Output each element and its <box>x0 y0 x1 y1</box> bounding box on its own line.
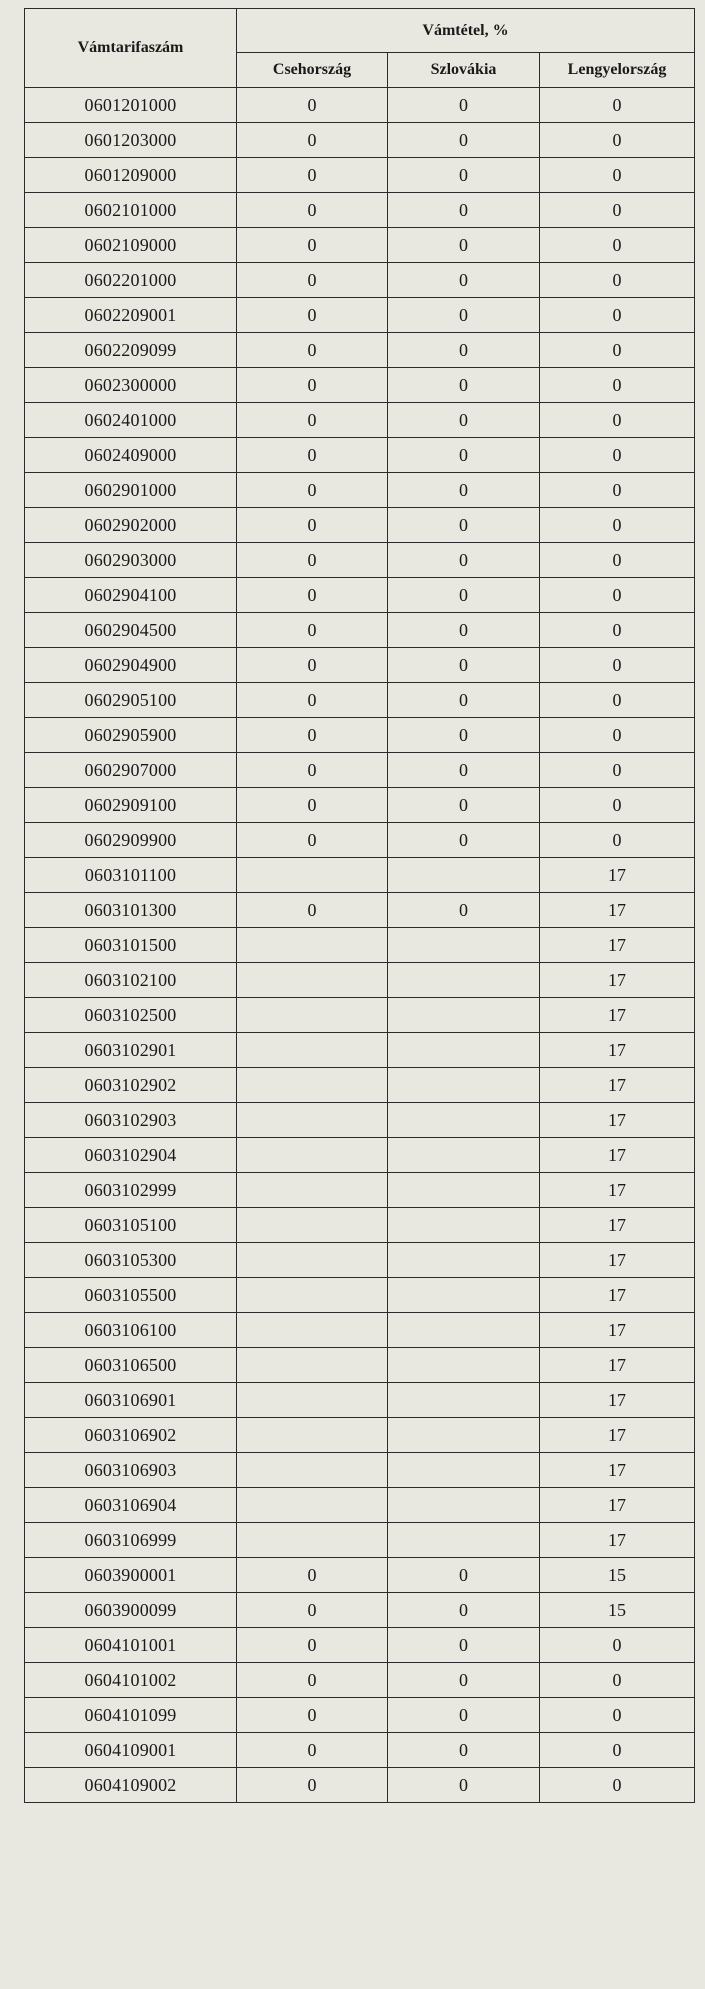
rate-poland-cell: 17 <box>540 1418 695 1453</box>
table-row <box>25 508 695 543</box>
rate-poland-cell: 0 <box>540 508 695 543</box>
rate-slovakia-cell: 0 <box>388 1628 540 1663</box>
table-row <box>25 333 695 368</box>
tariff-code-cell: 0602902000 <box>25 508 237 543</box>
rate-poland-cell: 0 <box>540 788 695 823</box>
table-row <box>25 578 695 613</box>
rate-czech-cell: 0 <box>237 1558 388 1593</box>
table-row <box>25 1243 695 1278</box>
rate-poland-cell: 0 <box>540 193 695 228</box>
tariff-code-cell: 0603101300 <box>25 893 237 928</box>
rate-poland-cell: 17 <box>540 1348 695 1383</box>
rate-slovakia-cell <box>388 1243 540 1278</box>
table-row <box>25 788 695 823</box>
rate-poland-cell: 17 <box>540 1103 695 1138</box>
tariff-code-cell: 0603102903 <box>25 1103 237 1138</box>
tariff-code-cell: 0602401000 <box>25 403 237 438</box>
rate-slovakia-cell: 0 <box>388 88 540 123</box>
rate-czech-cell: 0 <box>237 648 388 683</box>
tariff-code-cell: 0602904100 <box>25 578 237 613</box>
tariff-code-cell: 0602905100 <box>25 683 237 718</box>
rate-slovakia-cell <box>388 1453 540 1488</box>
rate-slovakia-cell: 0 <box>388 1733 540 1768</box>
rate-slovakia-cell <box>388 1278 540 1313</box>
tariff-code-cell: 0602201000 <box>25 263 237 298</box>
rate-poland-cell: 17 <box>540 1138 695 1173</box>
rate-czech-cell <box>237 1523 388 1558</box>
tariff-code-cell: 0603101100 <box>25 858 237 893</box>
rate-czech-cell: 0 <box>237 893 388 928</box>
table-row <box>25 543 695 578</box>
rate-poland-cell: 0 <box>540 88 695 123</box>
rate-slovakia-cell: 0 <box>388 263 540 298</box>
table-row <box>25 858 695 893</box>
tariff-code-cell: 0603102904 <box>25 1138 237 1173</box>
tariff-code-cell: 0603106901 <box>25 1383 237 1418</box>
tariff-code-cell: 0603102500 <box>25 998 237 1033</box>
rate-czech-cell: 0 <box>237 508 388 543</box>
tariff-code-cell: 0602903000 <box>25 543 237 578</box>
table-row <box>25 1663 695 1698</box>
rate-slovakia-cell <box>388 1103 540 1138</box>
rate-poland-cell: 0 <box>540 438 695 473</box>
rate-slovakia-cell: 0 <box>388 718 540 753</box>
table-row <box>25 158 695 193</box>
rate-poland-cell: 0 <box>540 1698 695 1733</box>
rate-poland-cell: 0 <box>540 473 695 508</box>
rate-slovakia-cell: 0 <box>388 788 540 823</box>
table-row <box>25 473 695 508</box>
table-row <box>25 1768 695 1803</box>
rate-poland-cell: 17 <box>540 998 695 1033</box>
rate-czech-cell <box>237 1313 388 1348</box>
rate-czech-cell <box>237 1103 388 1138</box>
rate-slovakia-cell: 0 <box>388 123 540 158</box>
table-row <box>25 1733 695 1768</box>
rate-poland-cell: 17 <box>540 1173 695 1208</box>
rate-slovakia-cell: 0 <box>388 1698 540 1733</box>
rate-czech-cell <box>237 1138 388 1173</box>
rate-czech-cell: 0 <box>237 788 388 823</box>
rate-czech-cell: 0 <box>237 613 388 648</box>
tariff-code-cell: 0602300000 <box>25 368 237 403</box>
table-row <box>25 1173 695 1208</box>
rate-poland-cell: 0 <box>540 123 695 158</box>
rate-slovakia-cell <box>388 1033 540 1068</box>
header-row-top <box>25 9 695 53</box>
table-row <box>25 1558 695 1593</box>
rate-poland-cell: 0 <box>540 1733 695 1768</box>
tariff-code-cell: 0603106500 <box>25 1348 237 1383</box>
rate-poland-cell: 0 <box>540 683 695 718</box>
table-row <box>25 1453 695 1488</box>
table-row <box>25 1208 695 1243</box>
rate-poland-cell: 0 <box>540 263 695 298</box>
rate-czech-cell <box>237 1173 388 1208</box>
table-row <box>25 1418 695 1453</box>
rate-poland-cell: 0 <box>540 368 695 403</box>
rate-czech-cell: 0 <box>237 683 388 718</box>
rate-poland-cell: 0 <box>540 158 695 193</box>
table-row <box>25 963 695 998</box>
rate-czech-cell <box>237 1068 388 1103</box>
rate-czech-cell <box>237 1453 388 1488</box>
table-row <box>25 1383 695 1418</box>
tariff-code-cell: 0603106904 <box>25 1488 237 1523</box>
rate-slovakia-cell: 0 <box>388 543 540 578</box>
table-row <box>25 893 695 928</box>
tariff-code-cell: 0604101099 <box>25 1698 237 1733</box>
rate-poland-cell: 0 <box>540 613 695 648</box>
rate-czech-cell: 0 <box>237 578 388 613</box>
rate-poland-cell: 17 <box>540 1488 695 1523</box>
rate-czech-cell: 0 <box>237 718 388 753</box>
rate-poland-cell: 0 <box>540 823 695 858</box>
rate-slovakia-cell: 0 <box>388 753 540 788</box>
header-country-poland: Lengyelország <box>540 53 695 88</box>
tariff-code-cell: 0602109000 <box>25 228 237 263</box>
rate-slovakia-cell: 0 <box>388 158 540 193</box>
rate-slovakia-cell <box>388 998 540 1033</box>
rate-czech-cell: 0 <box>237 158 388 193</box>
rate-poland-cell: 0 <box>540 1768 695 1803</box>
rate-czech-cell: 0 <box>237 543 388 578</box>
rate-poland-cell: 17 <box>540 1383 695 1418</box>
rate-slovakia-cell: 0 <box>388 473 540 508</box>
tariff-code-cell: 0602905900 <box>25 718 237 753</box>
rate-poland-cell: 17 <box>540 1068 695 1103</box>
tariff-code-cell: 0602909900 <box>25 823 237 858</box>
rate-poland-cell: 17 <box>540 858 695 893</box>
rate-czech-cell: 0 <box>237 368 388 403</box>
tariff-code-cell: 0603102999 <box>25 1173 237 1208</box>
rate-slovakia-cell: 0 <box>388 333 540 368</box>
tariff-code-cell: 0603102100 <box>25 963 237 998</box>
rate-czech-cell: 0 <box>237 1663 388 1698</box>
rate-slovakia-cell: 0 <box>388 1768 540 1803</box>
rate-czech-cell <box>237 1488 388 1523</box>
rate-poland-cell: 0 <box>540 1628 695 1663</box>
tariff-code-cell: 0604101002 <box>25 1663 237 1698</box>
tariff-code-cell: 0602907000 <box>25 753 237 788</box>
rate-slovakia-cell: 0 <box>388 1663 540 1698</box>
tariff-code-cell: 0602909100 <box>25 788 237 823</box>
table-row <box>25 263 695 298</box>
rate-czech-cell <box>237 1278 388 1313</box>
table-row <box>25 228 695 263</box>
rate-czech-cell <box>237 1348 388 1383</box>
rate-czech-cell: 0 <box>237 88 388 123</box>
rate-poland-cell: 0 <box>540 228 695 263</box>
rate-slovakia-cell <box>388 1348 540 1383</box>
table-row <box>25 438 695 473</box>
rate-slovakia-cell <box>388 963 540 998</box>
table-row <box>25 1593 695 1628</box>
rate-slovakia-cell: 0 <box>388 578 540 613</box>
tariff-code-cell: 0603105500 <box>25 1278 237 1313</box>
tariff-code-cell: 0603101500 <box>25 928 237 963</box>
tariff-code-cell: 0603106100 <box>25 1313 237 1348</box>
rate-slovakia-cell <box>388 1313 540 1348</box>
tariff-code-cell: 0601201000 <box>25 88 237 123</box>
rate-czech-cell: 0 <box>237 123 388 158</box>
rate-czech-cell: 0 <box>237 228 388 263</box>
tariff-code-cell: 0602904900 <box>25 648 237 683</box>
rate-slovakia-cell <box>388 1523 540 1558</box>
rate-poland-cell: 17 <box>540 963 695 998</box>
tariff-code-cell: 0602209099 <box>25 333 237 368</box>
rate-poland-cell: 15 <box>540 1558 695 1593</box>
rate-slovakia-cell: 0 <box>388 508 540 543</box>
rate-slovakia-cell: 0 <box>388 823 540 858</box>
rate-czech-cell: 0 <box>237 298 388 333</box>
header-duty-rate: Vámtétel, % <box>237 9 695 53</box>
rate-slovakia-cell <box>388 1488 540 1523</box>
tariff-code-cell: 0604109002 <box>25 1768 237 1803</box>
table-row <box>25 683 695 718</box>
rate-poland-cell: 17 <box>540 1453 695 1488</box>
rate-slovakia-cell: 0 <box>388 438 540 473</box>
header-country-slovakia: Szlovákia <box>388 53 540 88</box>
rate-poland-cell: 17 <box>540 1313 695 1348</box>
rate-slovakia-cell <box>388 858 540 893</box>
rate-poland-cell: 17 <box>540 928 695 963</box>
rate-poland-cell: 15 <box>540 1593 695 1628</box>
tariff-code-cell: 0602901000 <box>25 473 237 508</box>
rate-czech-cell: 0 <box>237 403 388 438</box>
rate-czech-cell: 0 <box>237 438 388 473</box>
tariff-code-cell: 0604109001 <box>25 1733 237 1768</box>
rate-slovakia-cell <box>388 928 540 963</box>
tariff-code-cell: 0603105300 <box>25 1243 237 1278</box>
table-body <box>25 88 695 1803</box>
rate-czech-cell: 0 <box>237 1698 388 1733</box>
rate-czech-cell: 0 <box>237 193 388 228</box>
table-row <box>25 613 695 648</box>
rate-czech-cell <box>237 928 388 963</box>
rate-slovakia-cell: 0 <box>388 193 540 228</box>
rate-slovakia-cell: 0 <box>388 403 540 438</box>
rate-slovakia-cell: 0 <box>388 683 540 718</box>
table-row <box>25 403 695 438</box>
rate-poland-cell: 0 <box>540 648 695 683</box>
rate-czech-cell: 0 <box>237 333 388 368</box>
table-row <box>25 1138 695 1173</box>
rate-czech-cell <box>237 963 388 998</box>
tariff-code-cell: 0603106902 <box>25 1418 237 1453</box>
rate-poland-cell: 17 <box>540 1033 695 1068</box>
header-country-czech: Csehország <box>237 53 388 88</box>
rate-slovakia-cell: 0 <box>388 1593 540 1628</box>
rate-slovakia-cell <box>388 1173 540 1208</box>
table-row <box>25 298 695 333</box>
tariff-code-cell: 0602904500 <box>25 613 237 648</box>
tariff-code-cell: 0604101001 <box>25 1628 237 1663</box>
rate-poland-cell: 0 <box>540 543 695 578</box>
table-row <box>25 1033 695 1068</box>
tariff-code-cell: 0602209001 <box>25 298 237 333</box>
table-row <box>25 1068 695 1103</box>
table-row <box>25 1488 695 1523</box>
table-row <box>25 1348 695 1383</box>
rate-slovakia-cell <box>388 1208 540 1243</box>
rate-poland-cell: 0 <box>540 1663 695 1698</box>
table-row <box>25 1103 695 1138</box>
table-row <box>25 193 695 228</box>
rate-slovakia-cell <box>388 1418 540 1453</box>
rate-slovakia-cell: 0 <box>388 228 540 263</box>
table-row <box>25 1313 695 1348</box>
rate-czech-cell: 0 <box>237 823 388 858</box>
rate-slovakia-cell: 0 <box>388 648 540 683</box>
table-row <box>25 648 695 683</box>
table-row <box>25 928 695 963</box>
rate-czech-cell <box>237 998 388 1033</box>
rate-poland-cell: 0 <box>540 333 695 368</box>
header-tariff-number: Vámtarifaszám <box>25 9 237 88</box>
rate-czech-cell <box>237 858 388 893</box>
rate-czech-cell <box>237 1418 388 1453</box>
table-row <box>25 123 695 158</box>
table-row <box>25 718 695 753</box>
rate-czech-cell: 0 <box>237 263 388 298</box>
tariff-code-cell: 0603106903 <box>25 1453 237 1488</box>
rate-poland-cell: 17 <box>540 1208 695 1243</box>
rate-slovakia-cell <box>388 1138 540 1173</box>
rate-slovakia-cell: 0 <box>388 368 540 403</box>
table-row <box>25 88 695 123</box>
rate-poland-cell: 17 <box>540 1523 695 1558</box>
table-row <box>25 998 695 1033</box>
tariff-code-cell: 0603900001 <box>25 1558 237 1593</box>
rate-slovakia-cell <box>388 1383 540 1418</box>
rate-czech-cell: 0 <box>237 473 388 508</box>
table-row <box>25 368 695 403</box>
tariff-code-cell: 0603105100 <box>25 1208 237 1243</box>
rate-czech-cell <box>237 1033 388 1068</box>
rate-poland-cell: 0 <box>540 298 695 333</box>
tariff-code-cell: 0603102902 <box>25 1068 237 1103</box>
tariff-code-cell: 0602101000 <box>25 193 237 228</box>
rate-czech-cell: 0 <box>237 1733 388 1768</box>
rate-poland-cell: 17 <box>540 1278 695 1313</box>
tariff-code-cell: 0603102901 <box>25 1033 237 1068</box>
tariff-code-cell: 0601203000 <box>25 123 237 158</box>
rate-czech-cell: 0 <box>237 1628 388 1663</box>
rate-slovakia-cell: 0 <box>388 1558 540 1593</box>
rate-slovakia-cell: 0 <box>388 298 540 333</box>
rate-slovakia-cell <box>388 1068 540 1103</box>
table-row <box>25 1523 695 1558</box>
table-row <box>25 1628 695 1663</box>
table-row <box>25 823 695 858</box>
tariff-code-cell: 0601209000 <box>25 158 237 193</box>
rate-poland-cell: 0 <box>540 578 695 613</box>
rate-czech-cell <box>237 1383 388 1418</box>
table-row <box>25 1278 695 1313</box>
rate-poland-cell: 17 <box>540 893 695 928</box>
rate-czech-cell: 0 <box>237 753 388 788</box>
table-row <box>25 753 695 788</box>
tariff-code-cell: 0602409000 <box>25 438 237 473</box>
rate-poland-cell: 17 <box>540 1243 695 1278</box>
rate-poland-cell: 0 <box>540 403 695 438</box>
tariff-code-cell: 0603106999 <box>25 1523 237 1558</box>
rate-slovakia-cell: 0 <box>388 893 540 928</box>
rate-czech-cell: 0 <box>237 1768 388 1803</box>
rate-czech-cell <box>237 1208 388 1243</box>
rate-slovakia-cell: 0 <box>388 613 540 648</box>
tariff-code-cell: 0603900099 <box>25 1593 237 1628</box>
rate-czech-cell: 0 <box>237 1593 388 1628</box>
rate-czech-cell <box>237 1243 388 1278</box>
rate-poland-cell: 0 <box>540 753 695 788</box>
tariff-table <box>24 8 695 1803</box>
rate-poland-cell: 0 <box>540 718 695 753</box>
table-row <box>25 1698 695 1733</box>
